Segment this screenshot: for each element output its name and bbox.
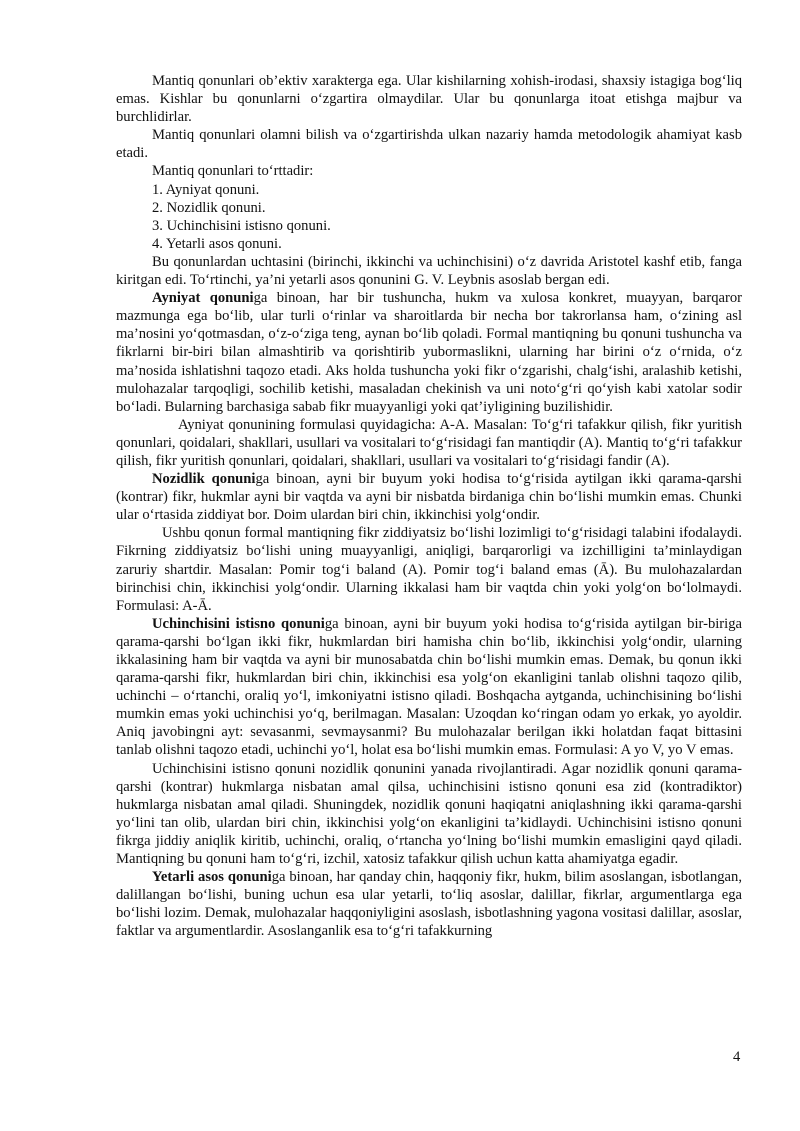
paragraph: Ushbu qonun formal mantiqning fikr ziddiyatsiz bo‘lishi lozimligi to‘g‘risidagi talabini ifodalaydi. Fikrning ziddiyatsiz bo‘lishi uning muayyanligi, aniqligi, barqarorligi va izchilligini ta’minlaydigan zaruriy shartdir. Masalan: Pomir tog‘i baland (A). Pomir tog‘i baland emas (Ā). Bu mulohazalardan birinchisi chin, ikkinchisi yolg‘ondir. Ularning ikkalasi ham bir vaqtda chin yoki yolg‘on bo‘lolmaydi. Formulasi: A-Ā. [116,525,742,614]
list-item: 1. Ayniyat qonuni. [152,181,260,198]
law-term: Nozidlik qonuni [152,471,256,488]
list-item: 4. Yetarli asos qonuni. [152,235,282,252]
law-term: Ayniyat qonuni [152,290,254,307]
law-term: Yetarli asos qonuni [152,869,272,886]
list-item: 3. Uchinchisini istisno qonuni. [152,217,331,234]
paragraph: Uchinchisini istisno qonuniga binoan, ayni bir buyum yoki hodisa to‘g‘risida aytilgan bir-biriga qarama-qarshi bo‘lgan ikki fikr, hukmlardan biri hamisha chin bo‘lib, ikkinchisi yolg‘ondir, ularning ikkalasining ham bir vaqtda va ayni bir munosabatda chin bo‘lishi mumkin emas. Demak, bu qonun ikki qarama-qarshi fikr, hukmlardan biri chin, ikkinchisi esa yolg‘on ekanligini tanlab olishni taqozo qilib, uchinchi – o‘rtanchi, oraliq yo‘l, imkoniyatni istisno qiladi. Boshqacha aytganda, uchinchisining bo‘lishi mumkin emas yoki uchinchisi yo‘q, berilmagan. Masalan: Uzoqdan ko‘ringan odam yo erkak, yo ayoldir. Aniq javobingni ayt: sevasanmi, sevmaysanmi? Bu mulohazalar berilgan ikki holatdan faqat bittasini tanlab olishni taqozo etadi, uchinchi yo‘l, holat esa bo‘lishi mumkin emas. Formulasi: A yo V, yo V emas. [116,615,742,759]
paragraph: Ayniyat qonunining formulasi quyidagicha: A-A. Masalan: To‘g‘ri tafakkur qilish, fikr yuritish qonunlari, qoidalari, shakllari, usullari va vositalari to‘g‘risidagi fan mantiqdir (A). Mantiq to‘g‘ri tafakkur qilish, fikr yuritish qonunlari, qoidalari, shakllari, usullari va vositalari to‘g‘risidagi fandir (A). [116,416,742,469]
page-number: 4 [733,1049,741,1065]
law-term: Uchinchisini istisno qonuni [152,615,325,632]
document-page [116,72,742,941]
paragraph: Ayniyat qonuniga binoan, har bir tushuncha, hukm va xulosa konkret, muayyan, barqaror mazmunga ega bo‘lib, ular turli o‘rinlar va sharoitlarda bir necha bor takrorlansa ham, o‘zining asl ma’nosini yo‘qotmasdan, o‘z-o‘ziga teng, aynan bo‘lib qoladi. Formal mantiqning bu qonuni tushuncha va fikrlarni bir-biri bilan almashtirib va qorishtirib yubormaslikni, ularning har birini o‘z o‘rnida, o‘z ma’nosida ishlatishni taqozo etadi. Aks holda tushuncha yoki fikr o‘zgarishi, chalg‘ishi, aralashib ketishi, mulohazalar tarqoqligi, sochilib ketishi, masaladan chekinish va uni noto‘g‘ri qo‘yish kabi xatolar sodir bo‘ladi. Bularning barchasiga sabab fikr muayyanligi yoki qat’iyligining buzilishidir. [116,290,743,415]
paragraph: Bu qonunlardan uchtasini (birinchi, ikkinchi va uchinchisini) o‘z davrida Aristotel kashf etib, fanga kiritgan edi. To‘rtinchi, ya’ni yetarli asos qonunini G. V. Leybnis asoslab bergan edi. [116,253,742,289]
paragraph: Nozidlik qonuniga binoan, ayni bir buyum yoki hodisa to‘g‘risida aytilgan ikki qarama-qarshi (kontrar) fikr, hukmlar ayni bir vaqtda va ayni bir nisbatda birdaniga chin bo‘lishi mumkin emas. Chunki ular o‘rtasida ziddiyat bor. Doim ulardan biri chin, ikkinchisi yolg‘ondir. [116,471,742,524]
list-item: 2. Nozidlik qonuni. [152,199,266,216]
paragraph: Mantiq qonunlari olamni bilish va o‘zgartirishda ulkan nazariy hamda metodologik ahamiyat kasb etadi. [116,127,742,162]
paragraph: Mantiq qonunlari to‘rttadir: [152,163,314,180]
paragraph: Yetarli asos qonuniga binoan, har qanday chin, haqqoniy fikr, hukm, bilim asoslangan, isbotlangan, dalillangan bo‘lishi, buning uchun esa ular yetarli, to‘liq asoslar, dalillar, fikrlar, argumentlarga ega bo‘lishi lozim. Demak, mulohazalar haqqoniyligini asoslash, isbotlashning yagona vositasi dalillar, asoslar, faktlar va argumentlardir. Asoslanganlik esa to‘g‘ri tafakkurning [116,869,742,940]
paragraph: Mantiq qonunlari ob’ektiv xarakterga ega. Ular kishilarning xohish-irodasi, shaxsiy istagiga bog‘liq emas. Kishlar bu qonunlarni o‘zgartira olmaydilar. Ular bu qonunlarga itoat etishga majbur va burchlidirlar. [116,73,742,126]
paragraph: Uchinchisini istisno qonuni nozidlik qonunini yanada rivojlantiradi. Agar nozidlik qonuni qarama-qarshi (kontrar) hukmlarga nisbatan amal qilsa, uchinchisini istisno qonuni esa zid (kontradiktor) hukmlarga nisbatan amal qiladi. Shuningdek, nozidlik qonuni haqiqatni aniqlashning ikki qarama-qarshi yo‘lini tan olib, ulardan biri chin, ikkinchisi yolg‘on ekanligini ta’kidlaydi. Uchinchisini istisno qonuni fikrga jiddiy aniqlik kiritib, uchinchi, oraliq, o‘rtancha yo‘lning bo‘lishi mumkin emasligini qayd qiladi. Mantiqning bu qonuni ham to‘g‘ri, izchil, xatosiz tafakkur qilish uchun katta ahamiyatga egadir. [116,760,742,868]
